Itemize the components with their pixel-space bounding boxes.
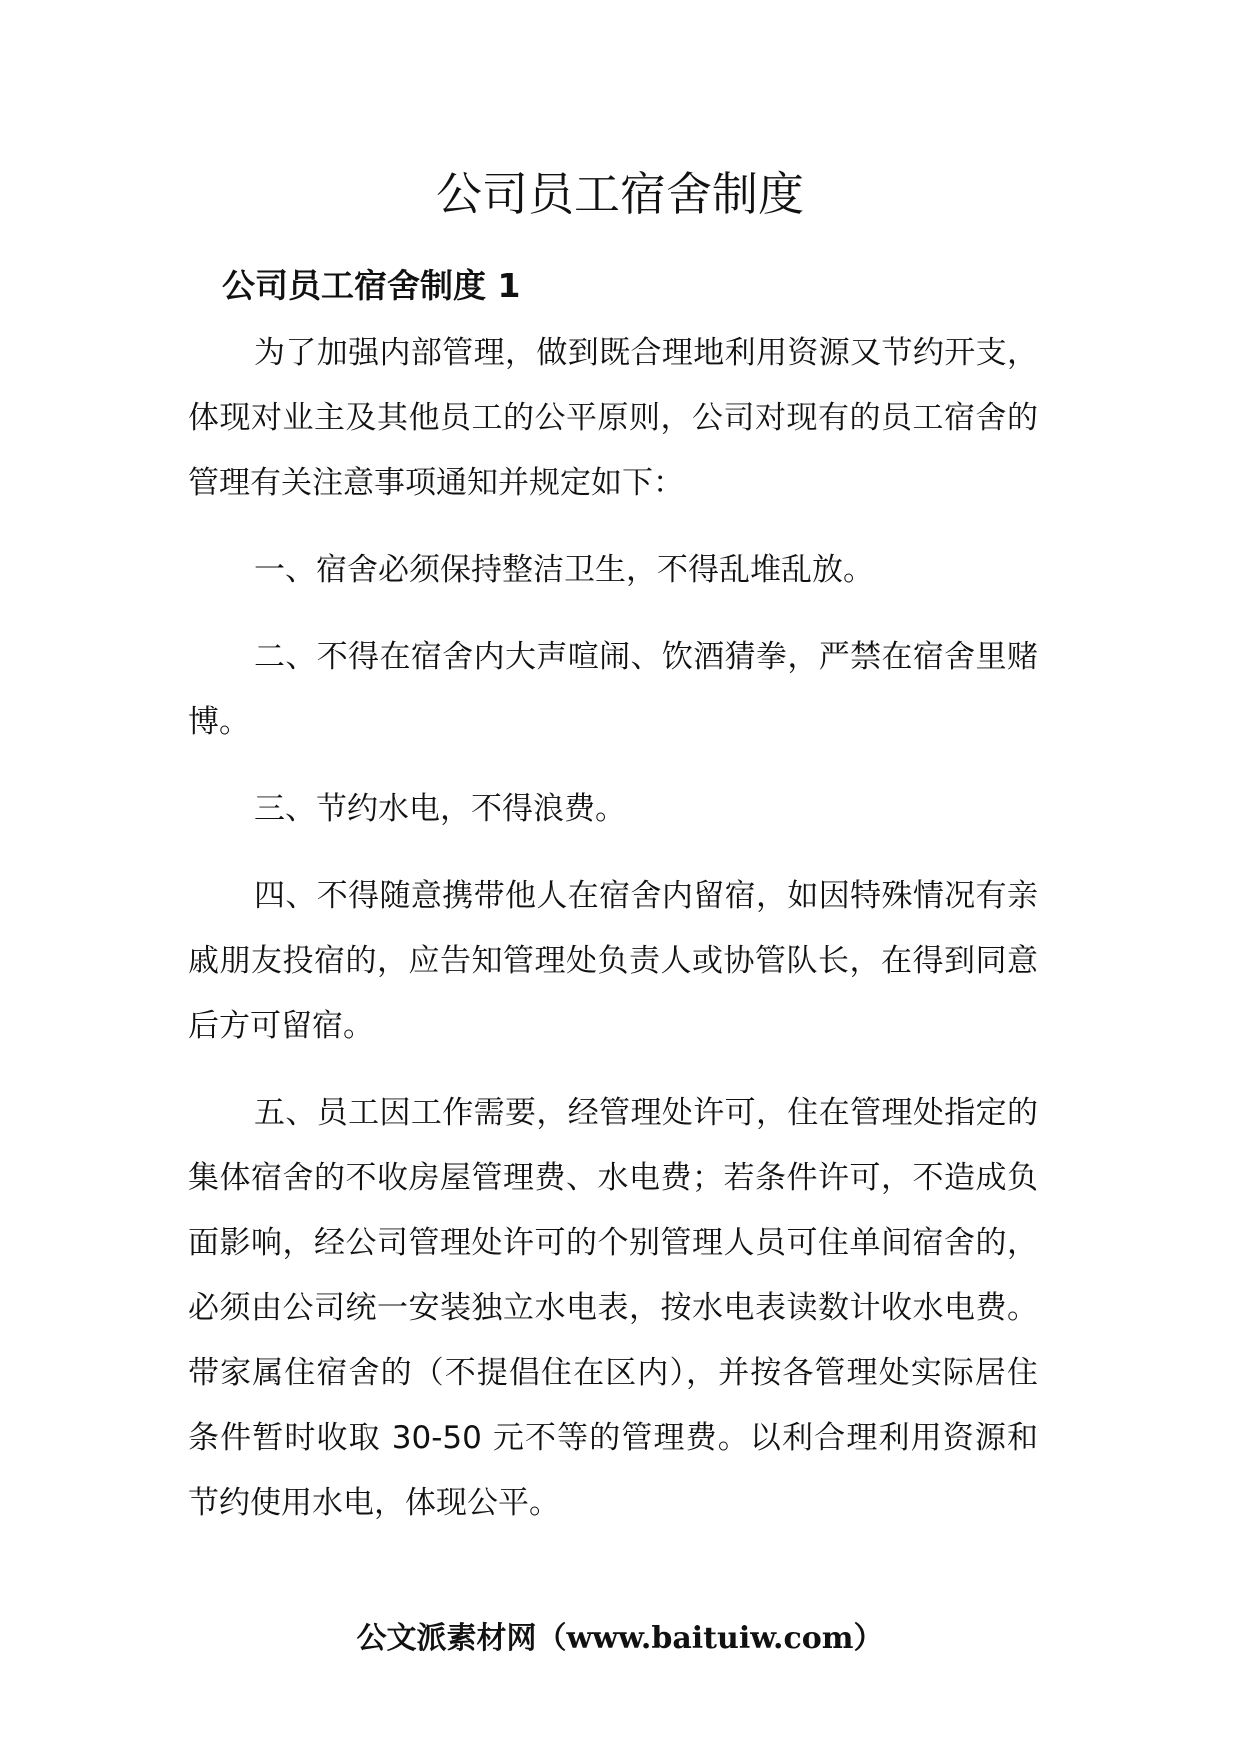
section-heading: 公司员工宿舍制度 1: [222, 266, 521, 305]
rule-paragraph-2: 二、不得在宿舍内大声喧闹、饮酒猜拳，严禁在宿舍里赌博。: [188, 639, 1038, 740]
document-body: [188, 321, 1038, 1536]
page-title: 公司员工宿舍制度: [436, 167, 804, 221]
rule-paragraph-1: 一、宿舍必须保持整洁卫生，不得乱堆乱放。: [254, 552, 874, 588]
rule-paragraph-4: 四、不得随意携带他人在宿舍内留宿，如因特殊情况有亲戚朋友投宿的，应告知管理处负责人或协管队长，在得到同意后方可留宿。: [188, 878, 1038, 1044]
footer-source: 公文派素材网（www.baituiw.com）: [356, 1621, 884, 1656]
intro-paragraph: 为了加强内部管理，做到既合理地利用资源又节约开支，体现对业主及其他员工的公平原则，公司对现有的员工宿舍的管理有关注意事项通知并规定如下：: [188, 335, 1038, 501]
rule-paragraph-3: 三、节约水电，不得浪费。: [254, 791, 626, 827]
rule-paragraph-5: 五、员工因工作需要，经管理处许可，住在管理处指定的集体宿舍的不收房屋管理费、水电费；若条件许可，不造成负面影响，经公司管理处许可的个别管理人员可住单间宿舍的，必须由公司统一安装独立水电表，按水电表读数计收水电费。带家属住宿舍的（不提倡住在区内），并按各管理处实际居住条件暂时收取 30-50 元不等的管理费。以利合理利用资源和节约使用水电，体现公平。: [188, 1095, 1038, 1521]
